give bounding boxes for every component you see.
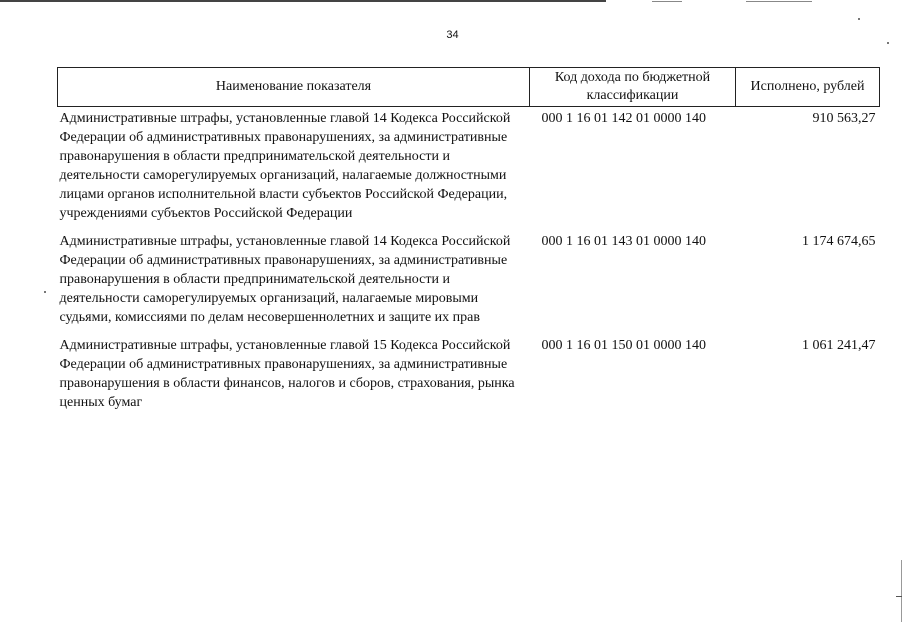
scan-top-rule-left [0,0,606,2]
revenue-code: 000 1 16 01 142 01 0000 140 [541,111,706,126]
scan-top-rule-right [746,1,812,2]
scan-edge-tick [896,596,902,597]
scan-speck [44,291,46,293]
page-number: 34 [446,29,459,41]
header-indicator-name: Наименование показателя [58,68,530,107]
indicator-name: Административные штрафы, установленные главой 14 Кодекса Российской Федерации об административных правонарушениях, за административные правонарушения в области предпринимательской деятельности и деятельности саморегулируемых организаций, налагаемые должностными лицами органов исполнительной власти субъектов Российской Федерации, учреждениями субъектов Российской Федерации [59,111,511,221]
indicator-name: Административные штрафы, установленные главой 15 Кодекса Российской Федерации об административных правонарушениях, за административные правонарушения в области финансов, налогов и сборов, страхования, рынка ценных бумаг [59,338,515,410]
scan-speck [858,18,860,20]
executed-amount: 910 563,27 [812,111,876,126]
header-executed-amount: Исполнено, рублей [736,68,880,107]
table-row [58,336,880,421]
header-revenue-code: Код дохода по бюджетной классификации [530,68,736,107]
scan-edge-line [901,560,902,622]
indicator-name: Административные штрафы, установленные главой 14 Кодекса Российской Федерации об административных правонарушениях, за административные правонарушения в области предпринимательской деятельности и деятельности саморегулируемых организаций, налагаемые мировыми судьями, комиссиями по делам несовершеннолетних и защите их прав [59,234,511,325]
budget-revenue-table [57,67,880,421]
scan-top-rule-mid [652,1,682,2]
scan-speck [887,42,889,44]
executed-amount: 1 174 674,65 [802,234,876,249]
table-header-row [58,68,880,107]
table-row [58,232,880,336]
revenue-code: 000 1 16 01 150 01 0000 140 [541,338,706,353]
revenue-code: 000 1 16 01 143 01 0000 140 [541,234,706,249]
executed-amount: 1 061 241,47 [802,338,876,353]
table-row [58,107,880,233]
